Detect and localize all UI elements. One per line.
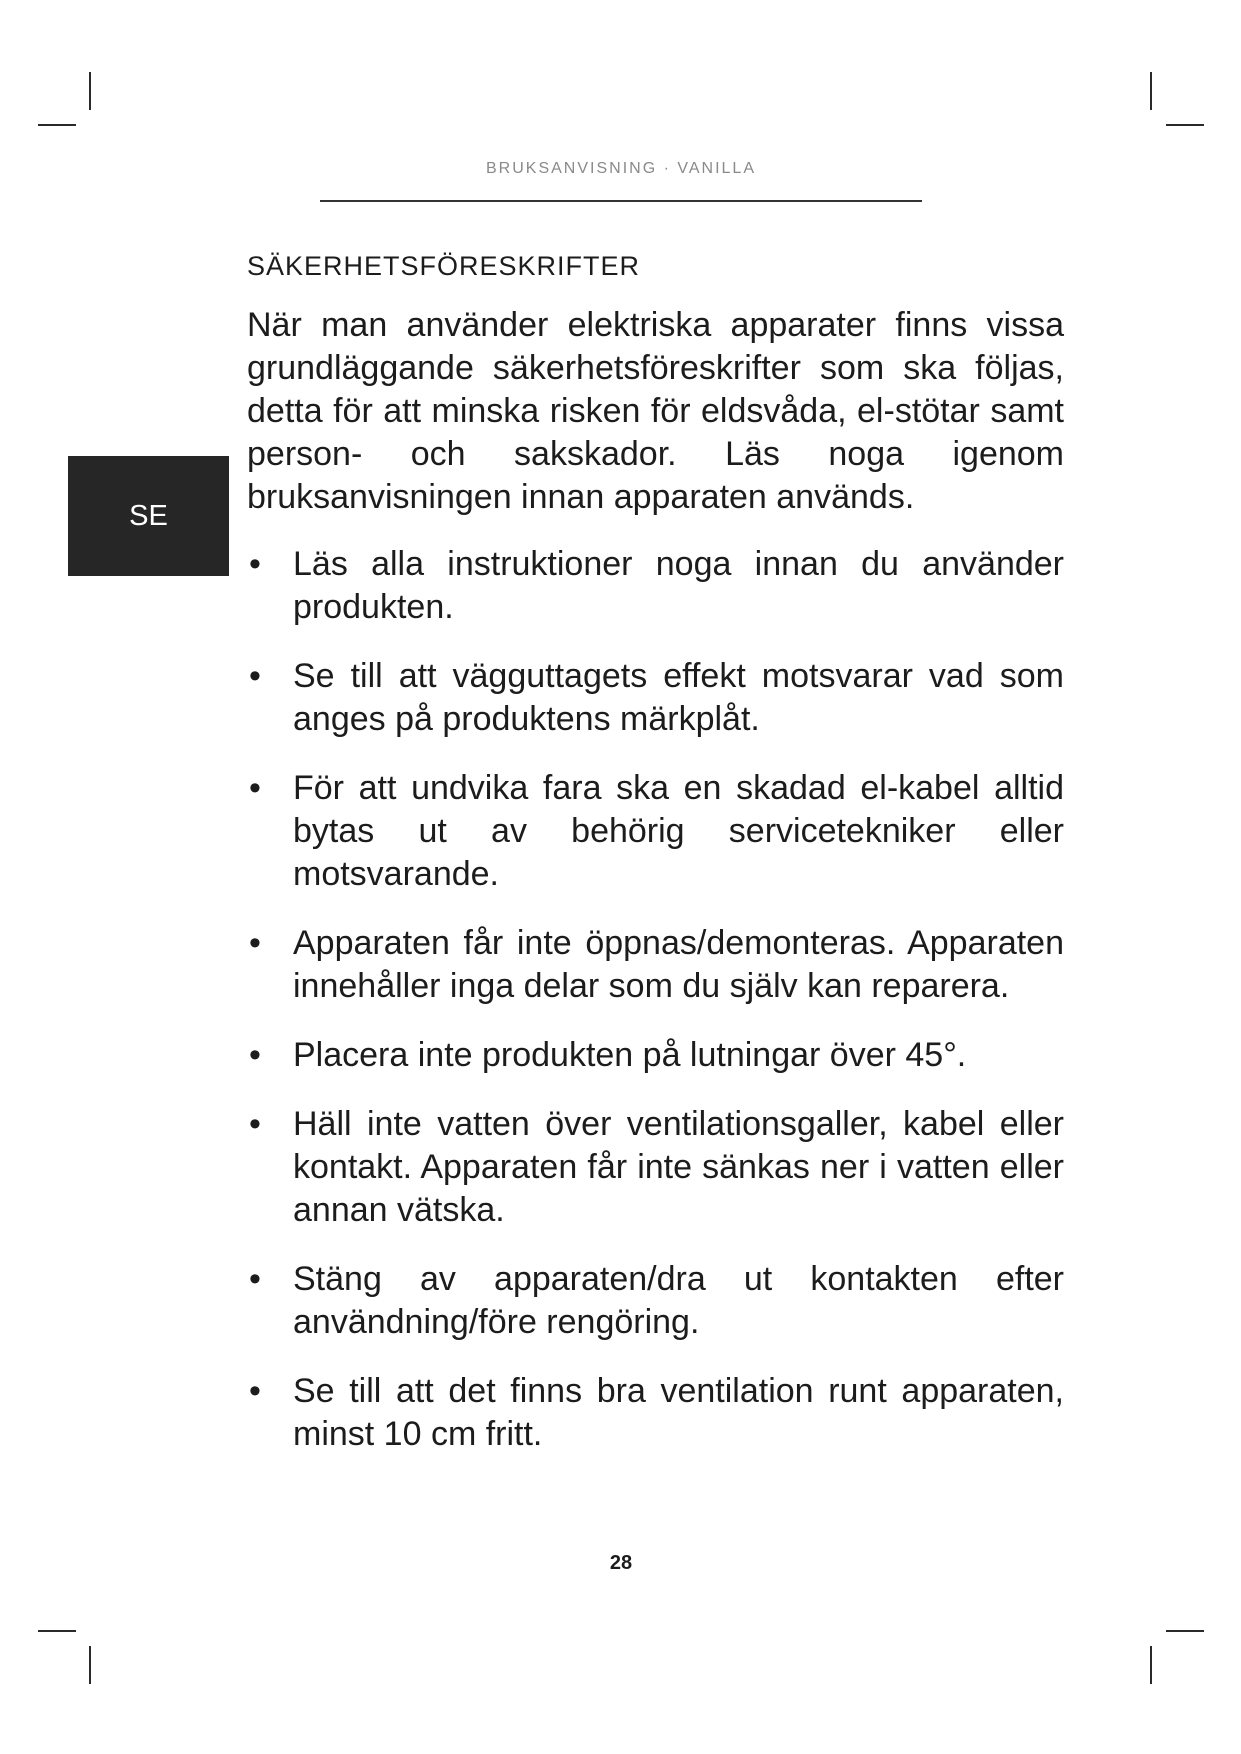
bullet-icon: • (249, 1036, 261, 1074)
crop-mark-bottom-right-horizontal (1166, 1630, 1204, 1632)
crop-mark-bottom-left-horizontal (38, 1630, 76, 1632)
crop-mark-top-right-vertical (1150, 72, 1152, 110)
list-item (247, 1034, 1064, 1077)
bullet-icon: • (249, 1372, 261, 1410)
list-item-text: Häll inte vatten över ventilationsgaller, kabel eller kontakt. Apparaten får inte sänkas ner i vatten eller annan vätska. (293, 1105, 1064, 1229)
crop-mark-top-left-horizontal (38, 124, 76, 126)
language-code: SE (129, 499, 168, 532)
bullet-icon: • (249, 924, 261, 962)
crop-mark-bottom-right-vertical (1150, 1646, 1152, 1684)
running-header: BRUKSANVISNING · VANILLA (486, 160, 756, 177)
page-number: 28 (609, 1552, 633, 1574)
list-item (247, 1370, 1064, 1456)
list-item (247, 1103, 1064, 1232)
list-item (247, 1258, 1064, 1344)
header-rule (320, 200, 922, 202)
list-item-text: Stäng av apparaten/dra ut kontakten efter användning/före rengöring. (293, 1260, 1064, 1341)
list-item (247, 543, 1064, 629)
list-item (247, 767, 1064, 896)
bullet-icon: • (249, 1105, 261, 1143)
bullet-icon: • (249, 769, 261, 807)
list-item-text: Läs alla instruktioner noga innan du använder produkten. (293, 545, 1064, 626)
language-tab (68, 456, 229, 576)
bullet-icon: • (249, 1260, 261, 1298)
list-item-text: Apparaten får inte öppnas/demonteras. Apparaten innehåller inga delar som du själv kan reparera. (293, 924, 1064, 1005)
safety-rules-list (247, 543, 1064, 1482)
intro-paragraph: När man använder elektriska apparater finns vissa grundläggande säkerhetsföreskrifter som ska följas, detta för att minska risken för eldsvåda, el-stötar samt person- och sakskador. Läs noga igenom bruksanvisningen innan apparaten används. (247, 306, 1064, 516)
crop-mark-top-right-horizontal (1166, 124, 1204, 126)
crop-mark-bottom-left-vertical (89, 1646, 91, 1684)
list-item-text: För att undvika fara ska en skadad el-kabel alltid bytas ut av behörig servicetekniker eller motsvarande. (293, 769, 1064, 893)
list-item-text: Se till att det finns bra ventilation runt apparaten, minst 10 cm fritt. (293, 1372, 1064, 1453)
list-item (247, 922, 1064, 1008)
crop-mark-top-left-vertical (89, 72, 91, 110)
section-title: SÄKERHETSFÖRESKRIFTER (247, 251, 641, 281)
list-item-text: Placera inte produkten på lutningar över 45°. (293, 1036, 967, 1074)
bullet-icon: • (249, 657, 261, 695)
list-item (247, 655, 1064, 741)
bullet-icon: • (249, 545, 261, 583)
list-item-text: Se till att vägguttagets effekt motsvarar vad som anges på produktens märkplåt. (293, 657, 1064, 738)
